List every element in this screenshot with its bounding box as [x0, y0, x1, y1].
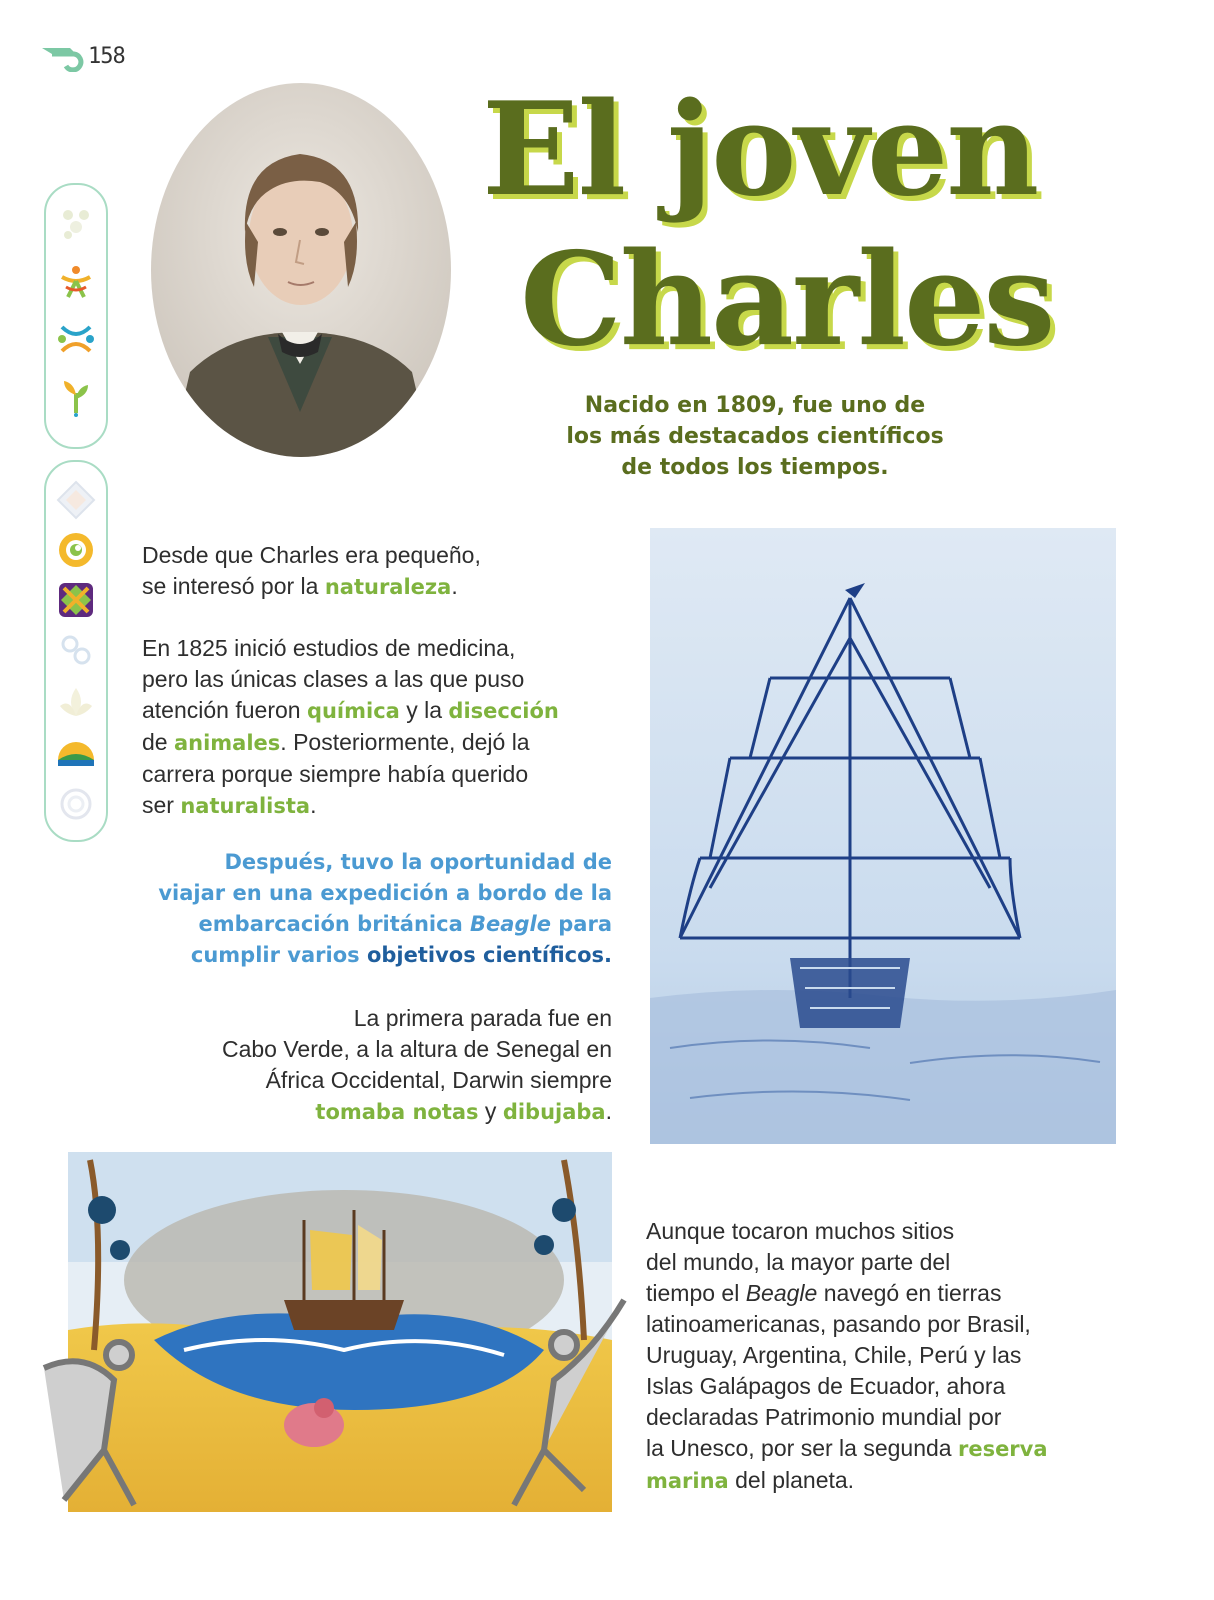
text: viajar en una expedición a bordo de la [158, 881, 612, 905]
text: . [451, 573, 458, 599]
subtitle-line: Nacido en 1809, fue uno de [584, 393, 926, 418]
highlight-term: reserva [957, 1437, 1048, 1461]
faded-diamond-icon [56, 480, 96, 520]
sprout-figure-icon [56, 377, 96, 417]
portrait-image [150, 82, 452, 458]
text: la Unesco, por ser la segunda [646, 1435, 958, 1461]
hill-sunrise-icon [56, 734, 96, 774]
ship-painting-image [650, 528, 1116, 1144]
page-title-line-1: El joven [482, 75, 1038, 225]
ship-name: Beagle [745, 1280, 818, 1306]
page-corner-icon [40, 44, 84, 72]
text: del mundo, la mayor parte del [646, 1249, 951, 1275]
paragraph-first-stop [150, 1003, 612, 1128]
subtitle-line: los más destacados científicos [566, 424, 944, 449]
text: atención fueron [142, 697, 307, 723]
text: Uruguay, Argentina, Chile, Perú y las [646, 1342, 1022, 1368]
text: latinoamericanas, pasando por Brasil, [646, 1311, 1031, 1337]
linked-figures-icon [56, 319, 96, 359]
side-icon-panel-top [44, 183, 108, 449]
highlight-term: tomaba notas [315, 1100, 479, 1124]
text: declaradas Patrimonio mundial por [646, 1404, 1002, 1430]
paragraph-expedition [140, 847, 612, 971]
paragraph-medicine [142, 633, 612, 822]
diamond-cross-icon [56, 580, 96, 620]
faded-pattern-icon [56, 203, 96, 243]
text: La primera parada fue en [353, 1005, 612, 1031]
text: de [142, 729, 174, 755]
highlight-term: dibujaba [502, 1100, 606, 1124]
faded-links-icon [56, 630, 96, 670]
text: África Occidental, Darwin siempre [265, 1067, 612, 1093]
text: embarcación británica [198, 912, 471, 936]
page-number: 158 [88, 44, 125, 69]
highlight-term: animales [173, 731, 281, 755]
subtitle-line: de todos los tiempos. [621, 455, 889, 480]
ship-name: Beagle [470, 912, 551, 936]
spiral-circle-icon [56, 530, 96, 570]
text: Desde que Charles era pequeño, [142, 542, 481, 568]
highlight-term: naturalista [180, 794, 311, 818]
text: cumplir varios [190, 943, 367, 967]
subtitle [520, 390, 990, 483]
faded-swirl-icon [56, 784, 96, 824]
highlight-term: objetivos científicos. [366, 943, 612, 967]
highlight-term: marina [646, 1469, 729, 1493]
text: navegó en tierras [817, 1280, 1002, 1306]
text: En 1825 inició estudios de medicina, [142, 635, 516, 661]
text: . [310, 792, 317, 818]
dancer-figure-icon [56, 263, 96, 303]
text: Islas Galápagos de Ecuador, ahora [646, 1373, 1006, 1399]
paragraph-childhood [142, 540, 582, 603]
text: y [478, 1098, 503, 1124]
faded-lotus-icon [56, 682, 96, 722]
ship-drawing [650, 528, 1116, 1144]
text: y la [399, 697, 449, 723]
text: pero las únicas clases a las que puso [142, 666, 525, 692]
text: . Posteriormente, dejó la [280, 729, 530, 755]
paragraph-latin-america [646, 1216, 1116, 1497]
text: Cabo Verde, a la altura de Senegal en [221, 1036, 612, 1062]
page-title-line-2: Charles [520, 225, 1054, 375]
text: se interesó por la [142, 573, 325, 599]
voyage-painting-image [24, 1150, 638, 1522]
text: Después, tuvo la oportunidad de [224, 850, 612, 874]
text: . [605, 1098, 612, 1124]
text: para [550, 912, 612, 936]
text: del planeta. [728, 1467, 855, 1493]
side-icon-panel-bottom [44, 460, 108, 842]
text: tiempo el [646, 1280, 746, 1306]
text: carrera porque siempre había querido [142, 761, 529, 787]
text: Aunque tocaron muchos sitios [646, 1218, 955, 1244]
text: ser [142, 792, 181, 818]
voyage-collage [24, 1150, 638, 1522]
highlight-term: disección [448, 699, 559, 723]
highlight-term: química [306, 699, 400, 723]
highlight-term: naturaleza [324, 575, 452, 599]
